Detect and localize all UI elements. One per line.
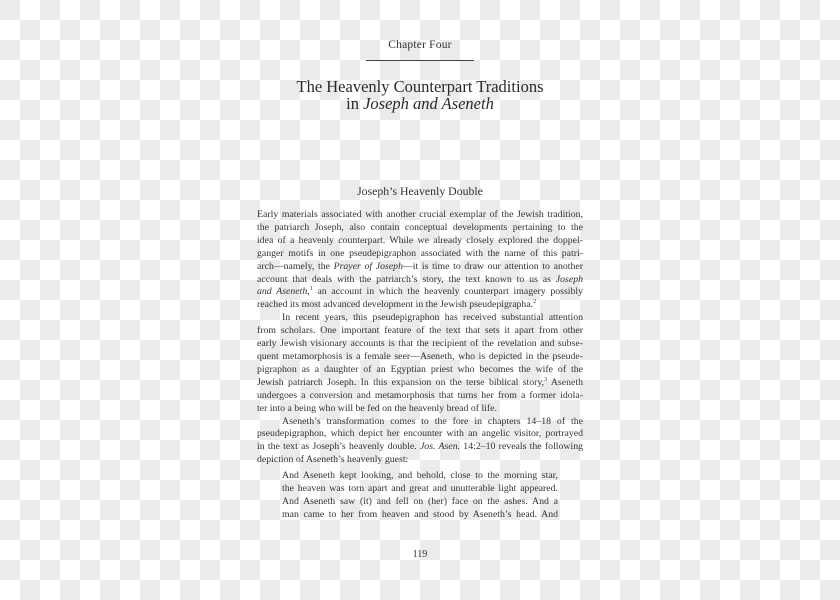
footnote-ref-3[interactable]: 3: [544, 376, 548, 383]
text-line: the patriarch Joseph, also contain conceptual developments pertaining to the: [257, 221, 583, 233]
quote-line: the heaven was torn apart and great and unutterable light appeared.: [282, 482, 558, 494]
text-run: in the text as Joseph’s heavenly double.: [257, 441, 420, 453]
text-line: pigraphon as a daughter of an Egyptian priest who becomes the wife of the: [257, 363, 583, 375]
page-number: 119: [412, 549, 428, 560]
chapter-title-line-1: The Heavenly Counterpart Traditions: [296, 77, 544, 96]
text-run: Jewish patriarch Joseph. In this expansion on the terse biblical story,: [257, 376, 545, 388]
text-run: account that deals with the patriarch’s story, the text known to us as: [257, 273, 556, 285]
text-run: an account in which the heavenly counterpart imagery possibly: [312, 286, 584, 298]
text-line: Early materials associated with another crucial exemplar of the Jewish tradition,: [257, 209, 583, 220]
italic-title: Joseph: [555, 273, 583, 285]
text-line: [257, 299, 583, 312]
title-italic-work: Joseph and Aseneth: [363, 94, 494, 113]
footnote-ref-2[interactable]: 2: [533, 299, 537, 306]
chapter-title: [0, 78, 840, 112]
text-run: arch—namely, the: [257, 260, 334, 272]
text-line: Aseneth’s transformation comes to the fore in chapters 14–18 of the: [282, 415, 583, 427]
text-line: quent metamorphosis is a female seer—Aseneth, who is depicted in the pseude-: [257, 350, 583, 362]
text-line: ter into a being who will be fed on the heavenly bread of life.: [257, 402, 497, 414]
paragraph-1: [257, 209, 583, 312]
text-run: 14:2–10 reveals the following: [460, 441, 584, 453]
text-line: [257, 274, 583, 287]
chapter-divider: [366, 60, 474, 61]
text-run: Aseneth: [547, 376, 583, 388]
text-run: —it is time to draw our attention to another: [402, 260, 583, 272]
body-text: [257, 209, 583, 467]
quote-line: man came to her from heaven and stood by Aseneth’s head. And: [282, 508, 558, 520]
text-line: depiction of Aseneth’s heavenly guest:: [257, 454, 409, 466]
italic-title: Prayer of Joseph: [333, 260, 403, 272]
text-run: reached its most advanced development in the Jewish pseudepigrapha.: [257, 299, 534, 311]
footnote-ref-1[interactable]: 1: [309, 286, 313, 293]
text-line: [257, 441, 583, 454]
italic-citation: Jos. Asen.: [419, 441, 461, 453]
text-line: ganger motifs in one pseudepigraphon associated with the name of this patri-: [257, 247, 583, 259]
text-line: [257, 261, 583, 274]
block-quote: [282, 470, 558, 522]
italic-title: and Aseneth: [257, 286, 308, 298]
text-line: undergoes a conversion and metamorphosis that turns her from a former idola-: [257, 389, 583, 401]
chapter-label: Chapter Four: [388, 39, 452, 51]
text-line: from scholars. One important feature of the text that sets it apart from other: [257, 325, 583, 337]
title-prefix: in: [346, 94, 364, 113]
paragraph-3: [257, 416, 583, 468]
text-line: idea of a heavenly counterpart. While we already closely explored the doppel-: [257, 234, 583, 246]
text-line: and Aseneth,$^1$ an account in which the heavenly counterpart imagery possibly: [257, 286, 584, 298]
quote-line: And Aseneth saw (it) and fell on (her) face on the ashes. And a: [282, 495, 558, 507]
text-line: pseudepigraphon, which depict her encounter with an angelic visitor, portrayed: [257, 428, 583, 440]
text-line: [257, 377, 583, 390]
section-heading: Joseph’s Heavenly Double: [357, 184, 483, 198]
text-line: early Jewish visionary accounts is that the recipient of the revelation and subse-: [257, 338, 583, 350]
quote-line: And Aseneth kept looking, and behold, close to the morning star,: [282, 470, 558, 481]
chapter-title-line-2: [0, 95, 840, 112]
text-line: In recent years, this pseudepigraphon has received substantial attention: [282, 312, 583, 324]
paragraph-2: [257, 312, 583, 415]
